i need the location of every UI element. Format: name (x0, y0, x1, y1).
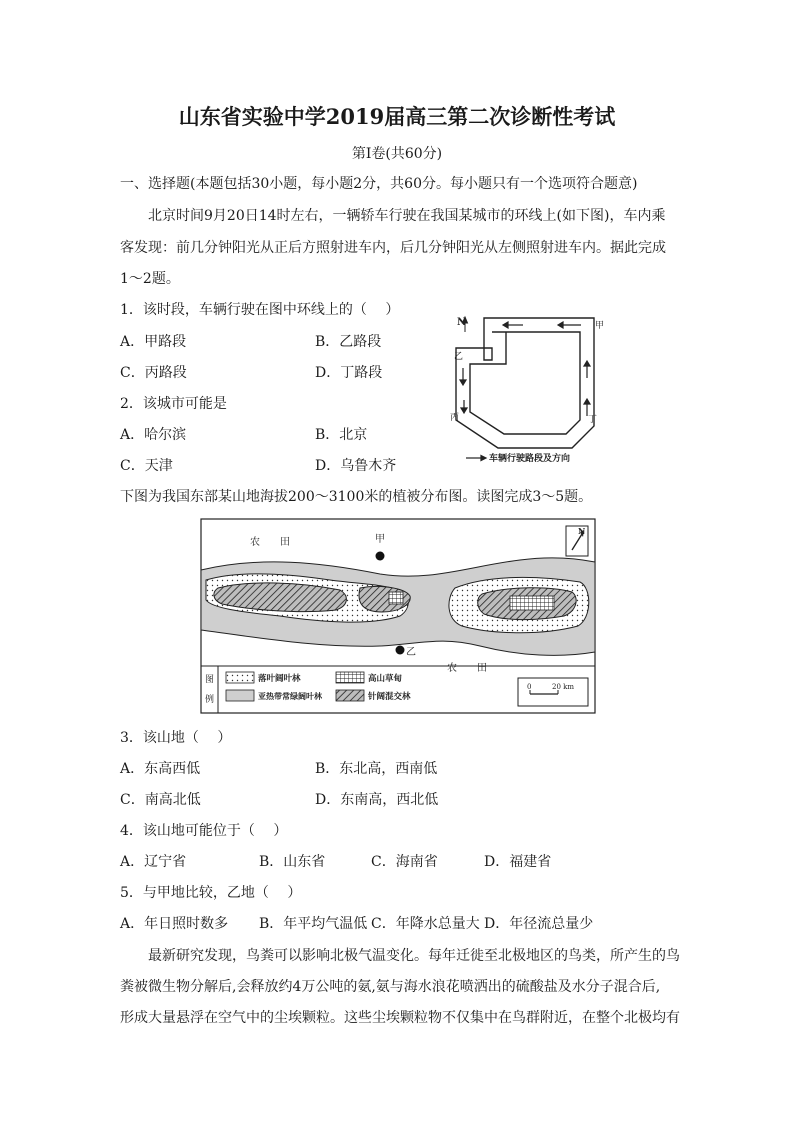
legend-deciduous-label: 落叶阔叶林 (258, 674, 301, 684)
q4-option-b[interactable]: B．山东省 (259, 854, 326, 870)
legend-mixed-label: 针阔混交林 (368, 692, 411, 702)
q4-option-a[interactable]: A．辽宁省 (120, 854, 187, 870)
legend-evergreen-swatch (226, 690, 254, 701)
ring-legend-label: 车辆行驶路段及方向 (489, 454, 571, 464)
ring-label-jia: 甲 (595, 321, 605, 331)
q3-option-d[interactable]: D．东南高，西北低 (315, 792, 439, 808)
q1-option-c[interactable]: C．丙路段 (120, 365, 187, 381)
veg-legend-title-1: 图 (205, 675, 215, 685)
q5-option-c[interactable]: C．年降水总量大 (371, 916, 480, 932)
ring-label-ding: 丁 (588, 415, 598, 425)
veg-legend-title-2: 例 (205, 695, 215, 705)
passage2: 下图为我国东部某山地海拔200～3100米的植被分布图。读图完成3～5题。 (120, 489, 593, 505)
q2-option-c[interactable]: C．天津 (120, 458, 173, 474)
q1-stem: 1．该时段，车辆行驶在图中环线上的（ ） (120, 302, 400, 318)
q5-option-b[interactable]: B．年平均气温低 (259, 916, 368, 932)
passage3-line3: 形成大量悬浮在空气中的尘埃颗粒。这些尘埃颗粒物不仅集中在鸟群附近，在整个北极均有 (120, 1010, 680, 1026)
q5-option-d[interactable]: D．年径流总量少 (484, 916, 594, 932)
veg-scale-20: 20 km (552, 683, 575, 691)
vegetation-map (200, 518, 596, 714)
q4-option-d[interactable]: D．福建省 (484, 854, 552, 870)
exam-title: 山东省实验中学2019届高三第二次诊断性考试 (178, 104, 616, 129)
legend-meadow-swatch (336, 672, 364, 683)
q5-option-a[interactable]: A．年日照时数多 (120, 916, 229, 932)
q2-option-b[interactable]: B．北京 (315, 427, 368, 443)
q4-option-c[interactable]: C．海南省 (371, 854, 438, 870)
q3-option-c[interactable]: C．南高北低 (120, 792, 201, 808)
passage3-line2: 粪被微生物分解后,会释放约4万公吨的氨,氨与海水浪花喷洒出的硫酸盐及水分子混合后, (120, 979, 661, 995)
q3-stem: 3．该山地（ ） (120, 730, 232, 746)
veg-point-jia-label: 甲 (375, 534, 385, 545)
instructions: 一、选择题(本题包括30小题，每小题2分，共60分。每小题只有一个选项符合题意) (120, 176, 638, 192)
legend-evergreen-label: 亚热带常绿阔叶林 (258, 691, 322, 701)
passage1-line2: 客发现：前几分钟阳光从正后方照射进车内，后几分钟阳光从左侧照射进车内。据此完成 (120, 240, 666, 256)
ring-label-bing: 丙 (450, 413, 460, 423)
q1-option-b[interactable]: B．乙路段 (315, 334, 382, 350)
q4-stem: 4．该山地可能位于（ ） (120, 823, 288, 839)
passage1-line3: 1～2题。 (120, 271, 180, 287)
q1-option-a[interactable]: A．甲路段 (120, 334, 187, 350)
veg-farmland-bottom: 农 田 (447, 663, 487, 674)
ring-road-map (448, 308, 612, 468)
ring-label-yi: 乙 (454, 352, 464, 362)
veg-point-yi (396, 646, 405, 655)
q5-stem: 5．与甲地比较，乙地（ ） (120, 885, 302, 901)
q2-option-d[interactable]: D．乌鲁木齐 (315, 458, 397, 474)
veg-point-yi-label: 乙 (406, 647, 416, 658)
passage3-line1: 最新研究发现，鸟粪可以影响北极气温变化。每年迁徙至北极地区的鸟类，所产生的鸟 (148, 948, 680, 964)
veg-farmland-top: 农 田 (250, 537, 290, 548)
section-heading: 第Ⅰ卷(共60分) (351, 146, 443, 162)
veg-scale-0: 0 (527, 683, 532, 691)
legend-deciduous-swatch (226, 672, 254, 683)
veg-north-label: N (578, 526, 586, 536)
veg-point-jia (376, 552, 385, 561)
q2-option-a[interactable]: A．哈尔滨 (120, 427, 187, 443)
legend-mixed-swatch (336, 690, 364, 701)
q1-option-d[interactable]: D．丁路段 (315, 365, 383, 381)
q3-option-b[interactable]: B．东北高，西南低 (315, 761, 438, 777)
legend-meadow-label: 高山草甸 (368, 674, 403, 684)
ring-north-label: N (457, 317, 467, 328)
passage1-line1: 北京时间9月20日14时左右，一辆轿车行驶在我国某城市的环线上(如下图)，车内乘 (148, 208, 666, 224)
ring-legend-arrow (466, 456, 486, 461)
q3-option-a[interactable]: A．东高西低 (120, 761, 201, 777)
q2-stem: 2．该城市可能是 (120, 396, 227, 412)
